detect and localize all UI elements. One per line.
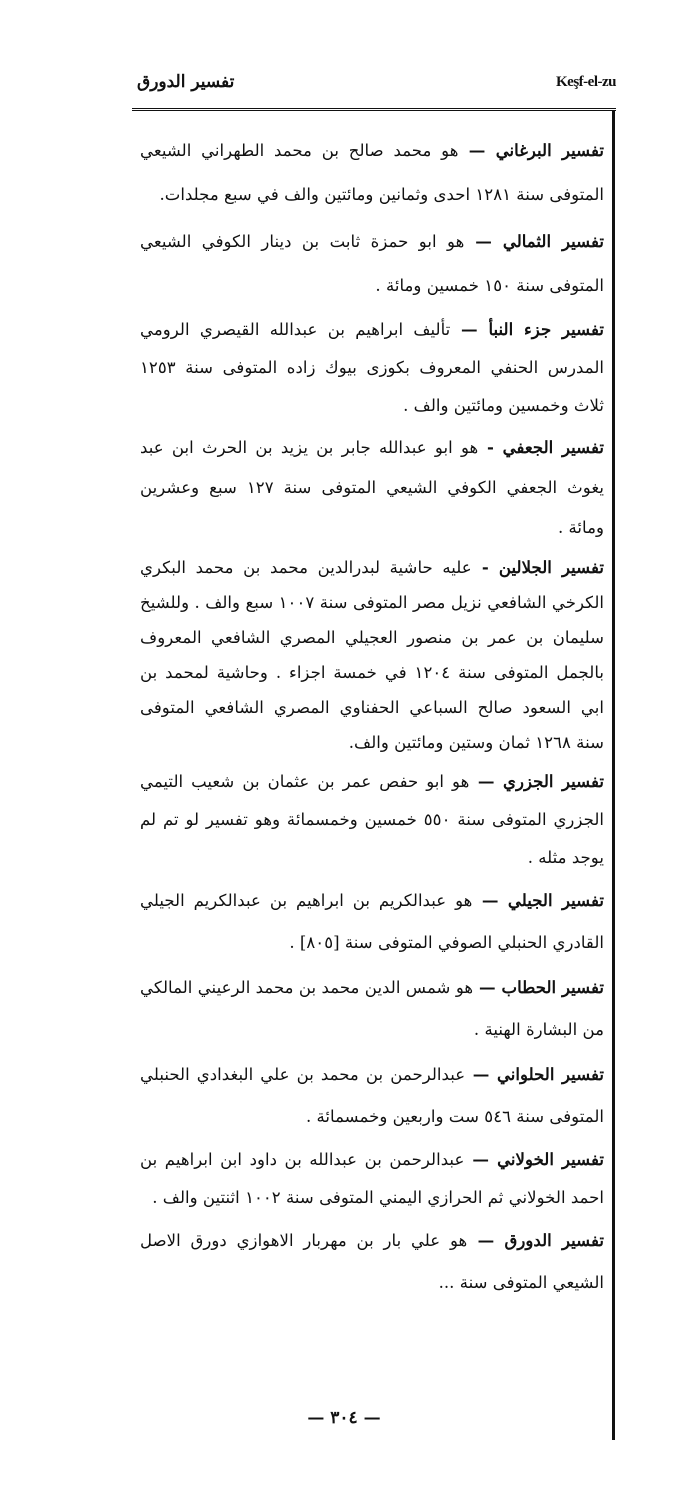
entry-jalalayn xyxy=(140,550,604,760)
entry-separator: - xyxy=(471,557,499,577)
entry-body: عبدالرحمن بن محمد بن علي البغدادي الحنبلي المتوفى سنة ٥٤٦ ست واربعين وخمسمائة . xyxy=(140,1065,604,1126)
entry-separator: — xyxy=(465,1064,497,1084)
entry-dawraq xyxy=(140,1219,604,1304)
entry-jazari xyxy=(140,762,604,877)
entry-title: تفسير البرغاني xyxy=(495,140,604,160)
entry-hattab xyxy=(140,966,604,1051)
entry-jufi xyxy=(140,427,604,548)
entry-khawlani xyxy=(140,1140,604,1217)
entry-body: هو ابو حمزة ثابت بن دينار الكوفي الشيعي المتوفى سنة ١٥٠ خمسين ومائة . xyxy=(140,232,604,295)
entry-title: تفسير الحطاب xyxy=(501,977,604,997)
entry-title: تفسير الحلواني xyxy=(496,1064,605,1084)
entry-separator: - xyxy=(478,437,503,457)
entry-title: تفسير الخولاني xyxy=(497,1149,604,1169)
entry-separator: — xyxy=(464,1149,498,1169)
entry-separator: — xyxy=(473,977,502,997)
entry-separator: — xyxy=(467,1230,505,1250)
entry-separator: — xyxy=(464,231,503,251)
entry-title: تفسير الجلالين xyxy=(498,557,604,577)
entry-jili xyxy=(140,879,604,964)
entry-title: تفسير الثمالي xyxy=(502,231,604,251)
entry-separator: — xyxy=(469,771,503,791)
entry-thumali xyxy=(140,219,604,308)
text-column xyxy=(140,128,604,1304)
entry-body: هو ابو عبدالله جابر بن يزيد بن الحرث ابن عبد يغوث الجعفي الكوفي الشيعي المتوفى سنة ١٢٧ سبع وعشرين ومائة . xyxy=(140,438,604,537)
header-rule xyxy=(132,108,616,111)
running-header-title: تفسير الدورق xyxy=(137,72,235,92)
entry-body: هو عبدالكريم بن ابراهيم بن عبدالكريم الجيلي القادري الحنبلي الصوفي المتوفى سنة [٨٠٥] . xyxy=(140,891,604,952)
running-header-latin: Keşf-el-zu xyxy=(556,74,616,90)
entry-title: تفسير الجزري xyxy=(502,771,604,791)
entry-body: هو شمس الدين محمد بن محمد الرعيني المالكي من البشارة الهنية . xyxy=(140,978,604,1039)
entry-halwani xyxy=(140,1053,604,1138)
entry-title: تفسير الجعفي xyxy=(502,437,604,457)
entry-title: تفسير الجيلي xyxy=(507,890,604,910)
entry-separator: — xyxy=(450,319,489,339)
entry-separator: — xyxy=(458,140,496,160)
entry-separator: — xyxy=(472,890,508,910)
entry-juz-naba xyxy=(140,310,604,425)
entry-title: تفسير الدورق xyxy=(504,1230,604,1250)
entry-burghani xyxy=(140,128,604,217)
entry-body: تأليف ابراهيم بن عبدالله القيصري الرومي المدرس الحنفي المعروف بكوزى بيوك زاده المتوفى سنة ١٢٥٣ ثلاث وخمسين ومائتين والف . xyxy=(140,320,604,415)
entry-body: هو محمد صالح بن محمد الطهراني الشيعي المتوفى سنة ١٢٨١ احدى وثمانين ومائتين والف في سبع مجلدات. xyxy=(140,141,604,204)
entry-body: عليه حاشية لبدرالدين محمد بن محمد البكري الكرخي الشافعي نزيل مصر المتوفى سنة ١٠٠٧ سبع والف . وللشيخ سليمان بن عمر بن منصور العجيلي المصري الشافعي المعروف بالجمل المتوفى سنة ١٢٠٤ في خمسة اجزاء . وحاشية لمحمد بن ابي السعود صالح السباعي الحفناوي المصري الشافعي المتوفى سنة ١٢٦٨ ثمان وستين ومائتين والف. xyxy=(140,558,604,752)
entry-body: عبدالرحمن بن عبدالله بن داود ابن ابراهيم بن احمد الخولاني ثم الحرازي اليمني المتوفى سنة ١٠٠٢ اثنتين والف . xyxy=(140,1150,604,1207)
page-number: — ٣٠٤ — xyxy=(307,1408,381,1428)
margin-rule xyxy=(612,110,615,1440)
entry-body: هو علي بار بن مهربار الاهوازي دورق الاصل الشيعي المتوفى سنة ... xyxy=(140,1231,604,1292)
entry-body: هو ابو حفص عمر بن عثمان بن شعيب التيمي الجزري المتوفى سنة ٥٥٠ خمسين وخمسمائة وهو تفسير لو تم لم يوجد مثله . xyxy=(140,772,604,867)
entry-title: تفسير جزء النبأ xyxy=(488,319,604,339)
